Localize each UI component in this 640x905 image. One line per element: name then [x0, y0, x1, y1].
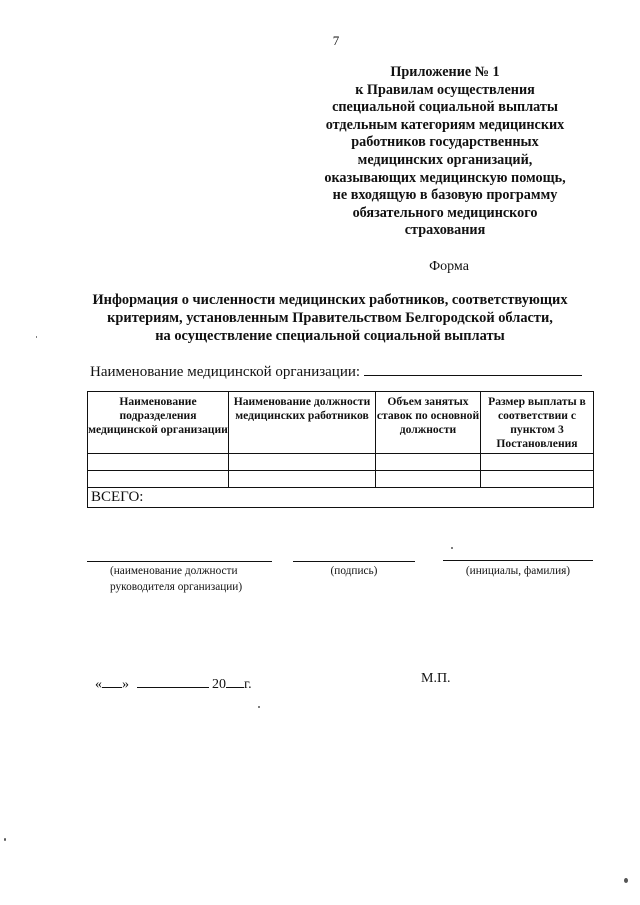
document-title: [80, 291, 580, 345]
organization-name-field[interactable]: [364, 361, 582, 376]
position-caption: (наименование должности руководителя организации): [110, 565, 243, 593]
date-row: [95, 675, 252, 693]
name-caption: (инициалы, фамилия): [465, 565, 571, 577]
table-cell[interactable]: [229, 454, 376, 471]
name-signature-line[interactable]: [443, 560, 593, 561]
year-suffix: г.: [244, 677, 252, 692]
title-line: Информация о численности медицинских работников, соответствующих: [92, 292, 568, 308]
date-close-quote: »: [122, 677, 129, 692]
organization-row: [90, 361, 582, 381]
appendix-line: отдельным категориям медицинских: [325, 116, 565, 133]
table-header-row: [88, 392, 594, 454]
month-field[interactable]: [137, 675, 209, 688]
form-label: Форма: [429, 259, 469, 274]
header-payment-amount: Размер выплаты в соответствии с пунктом 3 Постановления: [481, 392, 594, 454]
scan-speck: [4, 838, 6, 841]
staff-table: [87, 391, 594, 508]
scan-speck: [624, 878, 628, 883]
position-signature-line[interactable]: [87, 561, 272, 562]
header-department: Наименование подразделения медицинской организации: [88, 392, 229, 454]
table-cell[interactable]: [376, 454, 481, 471]
scan-speck: [258, 706, 260, 708]
appendix-line: страхования: [404, 222, 486, 239]
table-row: [88, 471, 594, 488]
appendix-line: оказывающих медицинскую помощь,: [324, 169, 566, 186]
table-cell[interactable]: [481, 454, 594, 471]
appendix-header: [300, 64, 590, 240]
table-cell[interactable]: [376, 471, 481, 488]
stamp-label: М.П.: [421, 671, 451, 686]
title-line: на осуществление специальной социальной выплаты: [155, 328, 505, 344]
table-row: [88, 454, 594, 471]
appendix-line: специальной социальной выплаты: [332, 99, 558, 116]
appendix-line: обязательного медицинского: [352, 204, 538, 221]
table-cell[interactable]: [481, 471, 594, 488]
scan-speck: [36, 336, 37, 338]
organization-label: Наименование медицинской организации:: [90, 364, 361, 380]
appendix-line: работников государственных: [351, 134, 539, 151]
appendix-line: не входящую в базовую программу: [332, 187, 558, 204]
appendix-line: к Правилам осуществления: [355, 81, 535, 98]
signature-line[interactable]: [293, 561, 415, 562]
year-prefix: 20: [212, 677, 226, 692]
day-field[interactable]: [102, 675, 122, 688]
table-cell[interactable]: [229, 471, 376, 488]
signature-caption: (подпись): [330, 565, 378, 577]
date-open-quote: «: [95, 677, 102, 692]
year-field[interactable]: [226, 675, 244, 688]
header-position: Наименование должности медицинских работников: [229, 392, 376, 454]
total-label: ВСЕГО:: [88, 488, 594, 508]
page-number: 7: [332, 33, 340, 48]
appendix-line: медицинских организаций,: [357, 151, 533, 168]
title-line: критериям, установленным Правительством Белгородской области,: [107, 310, 553, 326]
table-cell[interactable]: [88, 471, 229, 488]
header-rate-volume: Объем занятых ставок по основной должности: [376, 392, 481, 454]
table-total-row: [88, 488, 594, 508]
scan-speck: [451, 547, 453, 549]
table-cell[interactable]: [88, 454, 229, 471]
appendix-line: Приложение № 1: [390, 64, 500, 80]
